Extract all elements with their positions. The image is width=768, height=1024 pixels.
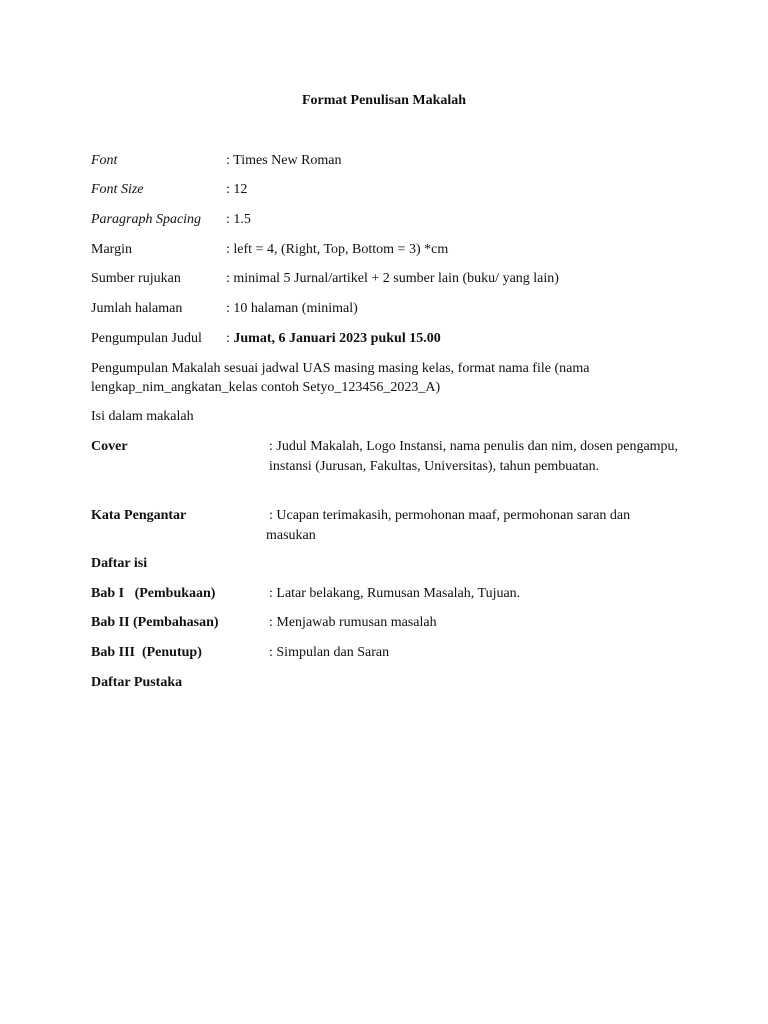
section-label: Bab I (Pembukaan) <box>91 586 216 601</box>
submission-note: Pengumpulan Makalah sesuai jadwal UAS masing masing kelas, format nama file (nama lengkap_nim_angkatan_kelas contoh Setyo_123456_2023_A) <box>91 361 590 395</box>
section-label: Bab III (Penutup) <box>91 645 202 660</box>
spec-value: : Times New Roman <box>226 153 342 168</box>
spec-label: Paragraph Spacing <box>91 212 202 227</box>
spec-value-prefix: : <box>226 331 234 346</box>
spec-label: Font Size <box>91 182 144 197</box>
spec-row-font-size <box>91 180 247 200</box>
spec-row-jumlah-halaman <box>91 299 358 319</box>
document-title: Format Penulisan Makalah <box>301 93 467 108</box>
spec-label: Jumlah halaman <box>91 301 183 316</box>
section-label: Cover <box>91 439 128 454</box>
spec-row-sumber-rujukan <box>91 269 559 289</box>
contents-heading: Isi dalam makalah <box>91 409 194 424</box>
section-label: Daftar Pustaka <box>91 675 183 690</box>
spec-value: : left = 4, (Right, Top, Bottom = 3) *cm <box>226 242 449 257</box>
spec-row-margin <box>91 240 448 260</box>
section-description: : Simpulan dan Saran <box>269 645 390 660</box>
spec-label: Font <box>91 153 118 168</box>
spec-label: Sumber rujukan <box>91 271 181 286</box>
section-description: : Judul Makalah, Logo Instansi, nama penulis dan nim, dosen pengampu, instansi (Jurusan, Fakultas, Universitas), tahun pembuatan. <box>269 439 679 474</box>
spec-label: Pengumpulan Judul <box>91 331 202 346</box>
spec-value: : minimal 5 Jurnal/artikel + 2 sumber lain (buku/ yang lain) <box>226 271 559 286</box>
section-label: Kata Pengantar <box>91 508 187 523</box>
deadline-value: Jumat, 6 Januari 2023 pukul 15.00 <box>233 331 441 346</box>
section-label: Daftar isi <box>91 556 148 571</box>
section-description: : Ucapan terimakasih, permohonan maaf, permohonan saran dan masukan <box>266 508 631 543</box>
section-description: : Latar belakang, Rumusan Masalah, Tujuan. <box>269 586 521 601</box>
spec-value: : 1.5 <box>226 212 251 227</box>
spec-row-pengumpulan-judul <box>91 329 441 349</box>
spec-value: : 12 <box>226 182 248 197</box>
spec-value: : 10 halaman (minimal) <box>226 301 358 316</box>
spec-row-font <box>91 151 342 171</box>
section-label: Bab II (Pembahasan) <box>91 615 219 630</box>
spec-label: Margin <box>91 242 132 257</box>
spec-row-paragraph-spacing <box>91 210 251 230</box>
section-description: : Menjawab rumusan masalah <box>269 615 437 630</box>
